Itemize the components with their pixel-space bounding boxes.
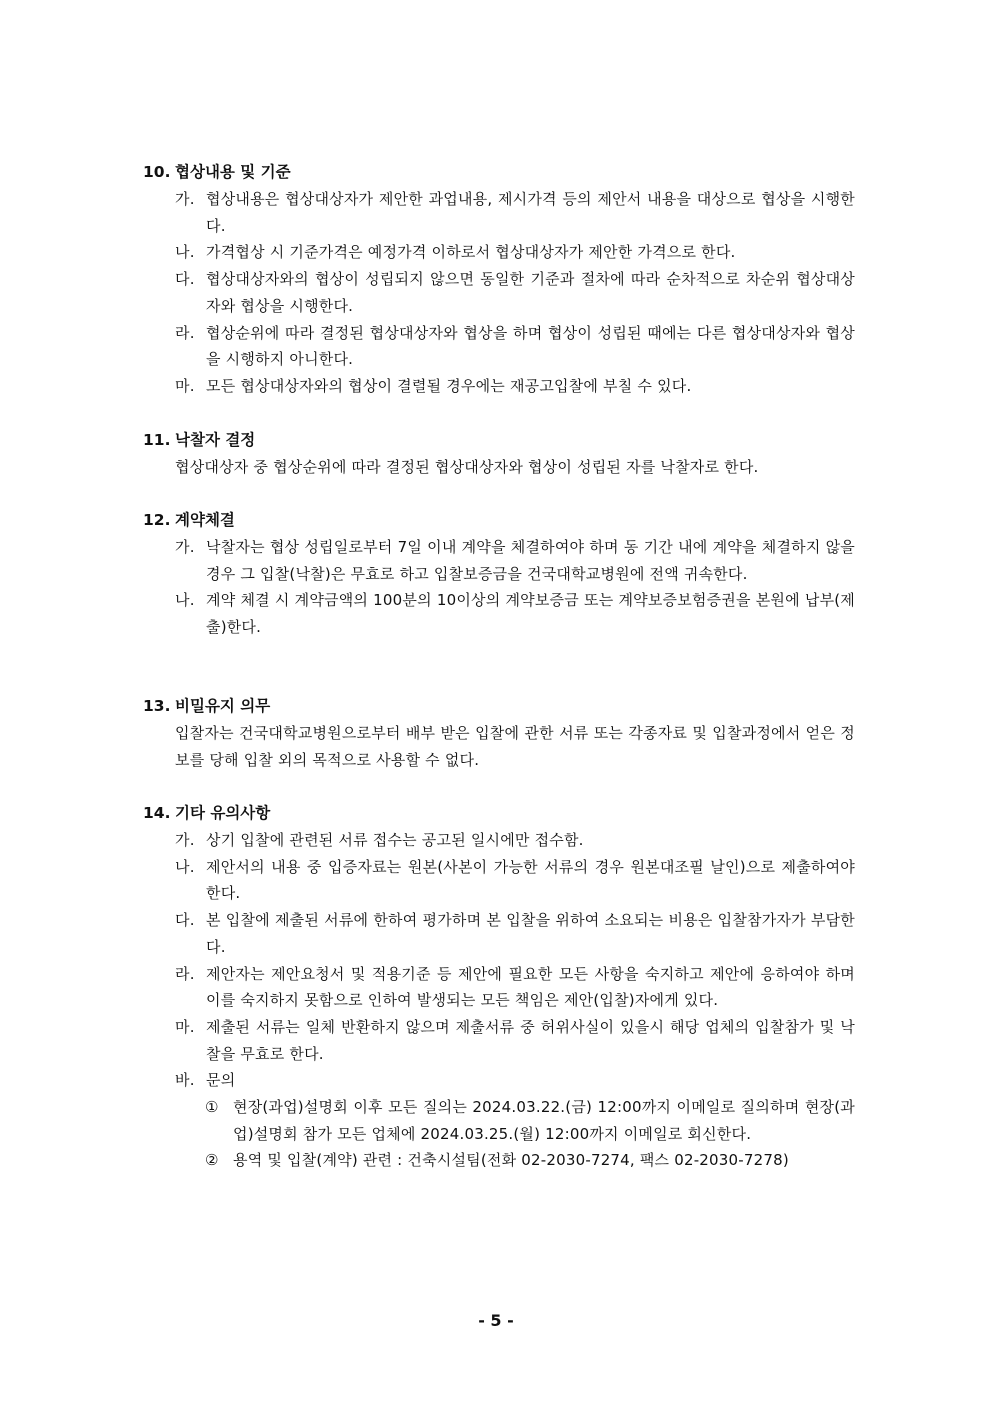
- section-number: 13.: [143, 697, 171, 715]
- item-marker: 라.: [175, 964, 195, 983]
- list-item: [143, 239, 855, 266]
- section-number: 11.: [143, 431, 171, 449]
- section-number: 10.: [143, 163, 171, 181]
- list-item: [143, 907, 855, 960]
- section-title: 계약체결: [175, 511, 235, 529]
- list-item: [143, 587, 855, 640]
- section-11: [143, 427, 855, 481]
- item-text: 제출된 서류는 일체 반환하지 않으며 제출서류 중 허위사실이 있을시 해당 업체의 입찰참가 및 낙찰을 무효로 한다.: [206, 1017, 855, 1063]
- item-text: 본 입찰에 제출된 서류에 한하여 평가하며 본 입찰을 위하여 소요되는 비용은 입찰참가자가 부담한다.: [206, 911, 855, 956]
- item-text: 협상순위에 따라 결정된 협상대상자와 협상을 하며 협상이 성립된 때에는 다른 협상대상자와 협상을 시행하지 아니한다.: [206, 323, 855, 369]
- section-title: 협상내용 및 기준: [175, 163, 291, 181]
- item-text: 가격협상 시 기준가격은 예정가격 이하로서 협상대상자가 제안한 가격으로 한다.: [206, 243, 736, 262]
- item-text: 문의: [206, 1071, 236, 1090]
- list-item: [143, 320, 855, 373]
- sub-item-text: 용역 및 입찰(계약) 관련 : 건축시설팀(전화 02-2030-7274, 팩스 02-2030-7278): [233, 1151, 789, 1170]
- item-marker: 나.: [175, 857, 195, 876]
- sub-list-item: [143, 1147, 855, 1174]
- item-marker: 나.: [175, 591, 195, 610]
- section-14: [143, 800, 855, 1174]
- section-heading: [143, 693, 855, 720]
- list-item: [143, 186, 855, 239]
- section-body: 입찰자는 건국대학교병원으로부터 배부 받은 입찰에 관한 서류 또는 각종자료 및 입찰과정에서 얻은 정보를 당해 입찰 외의 목적으로 사용할 수 없다.: [175, 724, 855, 769]
- sub-item-marker: ①: [205, 1098, 219, 1117]
- item-marker: 나.: [175, 243, 195, 262]
- section-number: 12.: [143, 511, 171, 529]
- list-item: [143, 827, 855, 854]
- item-text: 협상대상자와의 협상이 성립되지 않으면 동일한 기준과 절차에 따라 순차적으로 차순위 협상대상자와 협상을 시행한다.: [206, 270, 855, 315]
- item-marker: 라.: [175, 323, 195, 342]
- list-item: [143, 373, 855, 400]
- item-marker: 마.: [175, 1017, 195, 1036]
- item-text: 낙찰자는 협상 성립일로부터 7일 이내 계약을 체결하여야 하며 동 기간 내에 계약을 체결하지 않을 경우 그 입찰(낙찰)은 무효로 하고 입찰보증금을 건국대학교병원에 전액 귀속한다.: [206, 538, 855, 583]
- item-marker: 가.: [175, 538, 195, 556]
- list-item: [143, 266, 855, 319]
- list-item: [143, 534, 855, 587]
- section-title: 기타 유의사항: [175, 804, 271, 822]
- list-item: [143, 854, 855, 907]
- sub-item-marker: ②: [205, 1151, 219, 1170]
- section-body: 협상대상자 중 협상순위에 따라 결정된 협상대상자와 협상이 성립된 자를 낙찰자로 한다.: [175, 458, 759, 476]
- section-heading: [143, 427, 855, 454]
- section-heading: [143, 507, 855, 534]
- item-text: 제안자는 제안요청서 및 적용기준 등 제안에 필요한 모든 사항을 숙지하고 제안에 응하여야 하며 이를 숙지하지 못함으로 인하여 발생되는 모든 책임은 제안(입찰)자에게 있다.: [206, 964, 855, 1010]
- section-title: 비밀유지 의무: [175, 697, 271, 715]
- item-text: 상기 입찰에 관련된 서류 접수는 공고된 일시에만 접수함.: [206, 831, 584, 849]
- item-marker: 다.: [175, 270, 195, 289]
- section-12: [143, 507, 855, 641]
- sub-item-text: 현장(과업)설명회 이후 모든 질의는 2024.03.22.(금) 12:00까지 이메일로 질의하며 현장(과업)설명회 참가 모든 업체에 2024.03.25.(월) 12:00까지 이메일로 회신한다.: [233, 1098, 855, 1143]
- sub-list-item: [143, 1094, 855, 1147]
- item-text: 제안서의 내용 중 입증자료는 원본(사본이 가능한 서류의 경우 원본대조필 날인)으로 제출하여야 한다.: [206, 857, 855, 903]
- item-text: 협상내용은 협상대상자가 제안한 과업내용, 제시가격 등의 제안서 내용을 대상으로 협상을 시행한다.: [206, 190, 855, 235]
- section-title: 낙찰자 결정: [175, 431, 256, 449]
- item-marker: 가.: [175, 831, 195, 849]
- item-marker: 다.: [175, 911, 195, 930]
- section-heading: [143, 800, 855, 827]
- item-marker: 바.: [175, 1071, 195, 1090]
- section-10: [143, 159, 855, 400]
- page-number: - 5 -: [478, 1311, 514, 1330]
- list-item: [143, 961, 855, 1014]
- section-13: [143, 693, 855, 773]
- item-marker: 마.: [175, 376, 195, 395]
- list-item: [143, 1067, 855, 1094]
- list-item: [143, 1014, 855, 1067]
- item-text: 모든 협상대상자와의 협상이 결렬될 경우에는 재공고입찰에 부칠 수 있다.: [206, 376, 692, 395]
- section-number: 14.: [143, 804, 171, 822]
- section-heading: [143, 159, 855, 186]
- item-text: 계약 체결 시 계약금액의 100분의 10이상의 계약보증금 또는 계약보증보험증권을 본원에 납부(제출)한다.: [206, 591, 855, 637]
- item-marker: 가.: [175, 190, 195, 208]
